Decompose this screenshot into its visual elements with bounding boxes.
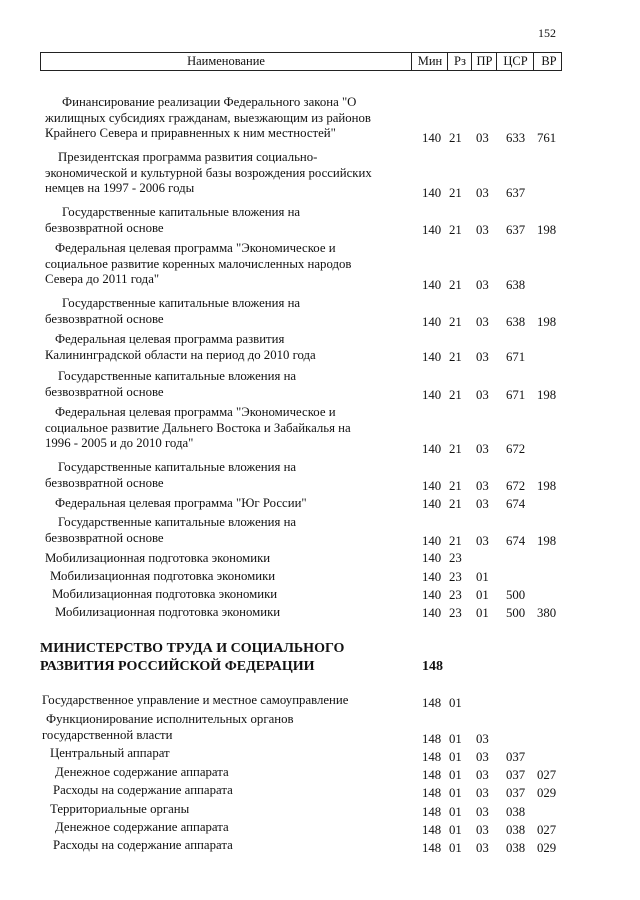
row-17-name-line: государственной власти bbox=[42, 727, 173, 742]
header-name: Наименование bbox=[187, 54, 265, 68]
row-12-name-line: Мобилизационная подготовка экономики bbox=[50, 569, 276, 583]
row-6-min: 140 bbox=[422, 388, 442, 402]
page-number: 152 bbox=[538, 26, 556, 40]
row-14-pr: 01 bbox=[476, 606, 489, 620]
row-7-name-line: социальное развитие Дальнего Востока и Забайкалья на bbox=[45, 420, 351, 435]
row-10-csr: 674 bbox=[506, 534, 526, 548]
row-17-name-line: Функционирование исполнительных органов bbox=[46, 712, 294, 726]
row-18-pr: 03 bbox=[476, 750, 489, 764]
row-15-min: 148 bbox=[422, 659, 443, 674]
row-2-vr: 198 bbox=[537, 223, 557, 237]
row-10-rz: 21 bbox=[449, 534, 462, 548]
header-pr: ПР bbox=[471, 53, 497, 70]
row-5-name-line: Федеральная целевая программа развития bbox=[55, 332, 285, 346]
header-vr: ВР bbox=[533, 53, 564, 70]
row-7-pr: 03 bbox=[476, 442, 489, 456]
row-2-name-line: безвозвратной основе bbox=[45, 220, 164, 235]
row-7-name-line: Федеральная целевая программа "Экономическое и bbox=[55, 405, 336, 419]
row-21-rz: 01 bbox=[449, 805, 462, 819]
row-18-name-line: Центральный аппарат bbox=[50, 746, 170, 760]
row-8-rz: 21 bbox=[449, 479, 462, 493]
row-7-min: 140 bbox=[422, 442, 442, 456]
row-8-name-line: безвозвратной основе bbox=[45, 475, 164, 490]
row-12-rz: 23 bbox=[449, 570, 462, 584]
row-12-pr: 01 bbox=[476, 570, 489, 584]
header-min: Мин bbox=[411, 53, 448, 70]
row-19-csr: 037 bbox=[506, 768, 526, 782]
row-2-pr: 03 bbox=[476, 223, 489, 237]
row-6-name-line: безвозвратной основе bbox=[45, 384, 164, 399]
row-2-rz: 21 bbox=[449, 223, 462, 237]
row-3-name-line: Севера до 2011 года" bbox=[45, 272, 160, 286]
row-10-pr: 03 bbox=[476, 534, 489, 548]
row-14-min: 140 bbox=[422, 606, 442, 620]
row-2-name-line: Государственные капитальные вложения на bbox=[62, 205, 301, 219]
row-23-pr: 03 bbox=[476, 841, 489, 855]
row-20-vr: 029 bbox=[537, 786, 557, 800]
row-14-rz: 23 bbox=[449, 606, 462, 620]
row-19-vr: 027 bbox=[537, 768, 557, 782]
row-22-min: 148 bbox=[422, 823, 442, 837]
row-19-name-line: Денежное содержание аппарата bbox=[55, 765, 229, 779]
row-0-name-line: жилищных субсидиях гражданам, выезжающим из районов bbox=[45, 110, 371, 125]
header-rz: Рз bbox=[447, 53, 472, 70]
row-17-min: 148 bbox=[422, 732, 442, 746]
row-4-vr: 198 bbox=[537, 315, 557, 329]
row-10-min: 140 bbox=[422, 534, 442, 548]
row-2-min: 140 bbox=[422, 223, 442, 237]
row-1-min: 140 bbox=[422, 186, 442, 200]
row-19-rz: 01 bbox=[449, 768, 462, 782]
row-8-vr: 198 bbox=[537, 479, 557, 493]
row-4-name-line: безвозвратной основе bbox=[45, 311, 164, 326]
row-21-csr: 038 bbox=[506, 805, 526, 819]
row-21-pr: 03 bbox=[476, 805, 489, 819]
row-13-csr: 500 bbox=[506, 588, 526, 602]
row-19-pr: 03 bbox=[476, 768, 489, 782]
row-5-csr: 671 bbox=[506, 350, 526, 364]
row-10-name-line: Государственные капитальные вложения на bbox=[58, 515, 297, 529]
row-4-min: 140 bbox=[422, 315, 442, 329]
row-6-rz: 21 bbox=[449, 388, 462, 402]
row-7-rz: 21 bbox=[449, 442, 462, 456]
row-17-pr: 03 bbox=[476, 732, 489, 746]
row-7-csr: 672 bbox=[506, 442, 526, 456]
row-1-name-line: экономической и культурной базы возрождения российских bbox=[45, 165, 372, 180]
row-9-min: 140 bbox=[422, 497, 442, 511]
row-22-pr: 03 bbox=[476, 823, 489, 837]
row-8-name-line: Государственные капитальные вложения на bbox=[58, 460, 297, 474]
row-14-name-line: Мобилизационная подготовка экономики bbox=[55, 605, 281, 619]
row-5-name-line: Калининградской области на период до 2010 года bbox=[45, 347, 316, 362]
row-8-min: 140 bbox=[422, 479, 442, 493]
row-23-vr: 029 bbox=[537, 841, 557, 855]
row-4-csr: 638 bbox=[506, 315, 526, 329]
row-0-pr: 03 bbox=[476, 131, 489, 145]
row-4-rz: 21 bbox=[449, 315, 462, 329]
row-17-rz: 01 bbox=[449, 732, 462, 746]
row-6-vr: 198 bbox=[537, 388, 557, 402]
row-8-pr: 03 bbox=[476, 479, 489, 493]
row-2-csr: 637 bbox=[506, 223, 526, 237]
row-23-min: 148 bbox=[422, 841, 442, 855]
row-0-vr: 761 bbox=[537, 131, 557, 145]
table-header bbox=[40, 52, 562, 71]
row-14-csr: 500 bbox=[506, 606, 526, 620]
row-3-pr: 03 bbox=[476, 278, 489, 292]
row-9-pr: 03 bbox=[476, 497, 489, 511]
row-1-rz: 21 bbox=[449, 186, 462, 200]
row-5-rz: 21 bbox=[449, 350, 462, 364]
row-1-name-line: Президентская программа развития социально- bbox=[58, 150, 318, 164]
row-5-min: 140 bbox=[422, 350, 442, 364]
row-22-rz: 01 bbox=[449, 823, 462, 837]
row-20-pr: 03 bbox=[476, 786, 489, 800]
row-3-min: 140 bbox=[422, 278, 442, 292]
row-13-min: 140 bbox=[422, 588, 442, 602]
row-18-csr: 037 bbox=[506, 750, 526, 764]
row-0-csr: 633 bbox=[506, 131, 526, 145]
row-7-name-line: 1996 - 2005 и до 2010 года" bbox=[45, 436, 194, 450]
row-6-name-line: Государственные капитальные вложения на bbox=[58, 369, 297, 383]
row-19-min: 148 bbox=[422, 768, 442, 782]
header-csr: ЦСР bbox=[496, 53, 534, 70]
row-4-pr: 03 bbox=[476, 315, 489, 329]
row-1-csr: 637 bbox=[506, 186, 526, 200]
row-0-min: 140 bbox=[422, 131, 442, 145]
row-12-min: 140 bbox=[422, 570, 442, 584]
row-9-rz: 21 bbox=[449, 497, 462, 511]
row-11-rz: 23 bbox=[449, 551, 462, 565]
row-18-min: 148 bbox=[422, 750, 442, 764]
row-6-pr: 03 bbox=[476, 388, 489, 402]
row-13-name-line: Мобилизационная подготовка экономики bbox=[52, 587, 278, 601]
row-11-min: 140 bbox=[422, 551, 442, 565]
row-0-name-line: Финансирование реализации Федерального закона "О bbox=[62, 95, 357, 109]
row-23-rz: 01 bbox=[449, 841, 462, 855]
row-11-name-line: Мобилизационная подготовка экономики bbox=[45, 551, 271, 565]
row-20-min: 148 bbox=[422, 786, 442, 800]
row-0-name-line: Крайнего Севера и приравненных к ним местностей" bbox=[45, 126, 336, 140]
row-20-rz: 01 bbox=[449, 786, 462, 800]
row-15-name-line: РАЗВИТИЯ РОССИЙСКОЙ ФЕДЕРАЦИИ bbox=[40, 659, 315, 674]
row-13-pr: 01 bbox=[476, 588, 489, 602]
row-6-csr: 671 bbox=[506, 388, 526, 402]
row-22-name-line: Денежное содержание аппарата bbox=[55, 820, 229, 834]
row-1-name-line: немцев на 1997 - 2006 годы bbox=[45, 181, 195, 195]
row-9-csr: 674 bbox=[506, 497, 526, 511]
row-16-min: 148 bbox=[422, 696, 442, 710]
row-22-csr: 038 bbox=[506, 823, 526, 837]
row-15-name-line: МИНИСТЕРСТВО ТРУДА И СОЦИАЛЬНОГО bbox=[40, 641, 345, 656]
row-16-rz: 01 bbox=[449, 696, 462, 710]
row-3-name-line: Федеральная целевая программа "Экономическое и bbox=[55, 241, 336, 255]
row-0-rz: 21 bbox=[449, 131, 462, 145]
row-1-pr: 03 bbox=[476, 186, 489, 200]
row-20-csr: 037 bbox=[506, 786, 526, 800]
row-22-vr: 027 bbox=[537, 823, 557, 837]
row-9-name-line: Федеральная целевая программа "Юг России" bbox=[55, 496, 307, 510]
row-10-name-line: безвозвратной основе bbox=[45, 530, 164, 545]
row-21-name-line: Территориальные органы bbox=[50, 802, 190, 816]
row-23-csr: 038 bbox=[506, 841, 526, 855]
row-3-name-line: социальное развитие коренных малочисленных народов bbox=[45, 256, 352, 271]
row-23-name-line: Расходы на содержание аппарата bbox=[53, 838, 233, 852]
row-10-vr: 198 bbox=[537, 534, 557, 548]
row-18-rz: 01 bbox=[449, 750, 462, 764]
row-14-vr: 380 bbox=[537, 606, 557, 620]
row-20-name-line: Расходы на содержание аппарата bbox=[53, 783, 233, 797]
row-3-rz: 21 bbox=[449, 278, 462, 292]
row-4-name-line: Государственные капитальные вложения на bbox=[62, 296, 301, 310]
row-3-csr: 638 bbox=[506, 278, 526, 292]
row-5-pr: 03 bbox=[476, 350, 489, 364]
row-21-min: 148 bbox=[422, 805, 442, 819]
row-8-csr: 672 bbox=[506, 479, 526, 493]
row-13-rz: 23 bbox=[449, 588, 462, 602]
row-16-name-line: Государственное управление и местное самоуправление bbox=[42, 693, 349, 707]
